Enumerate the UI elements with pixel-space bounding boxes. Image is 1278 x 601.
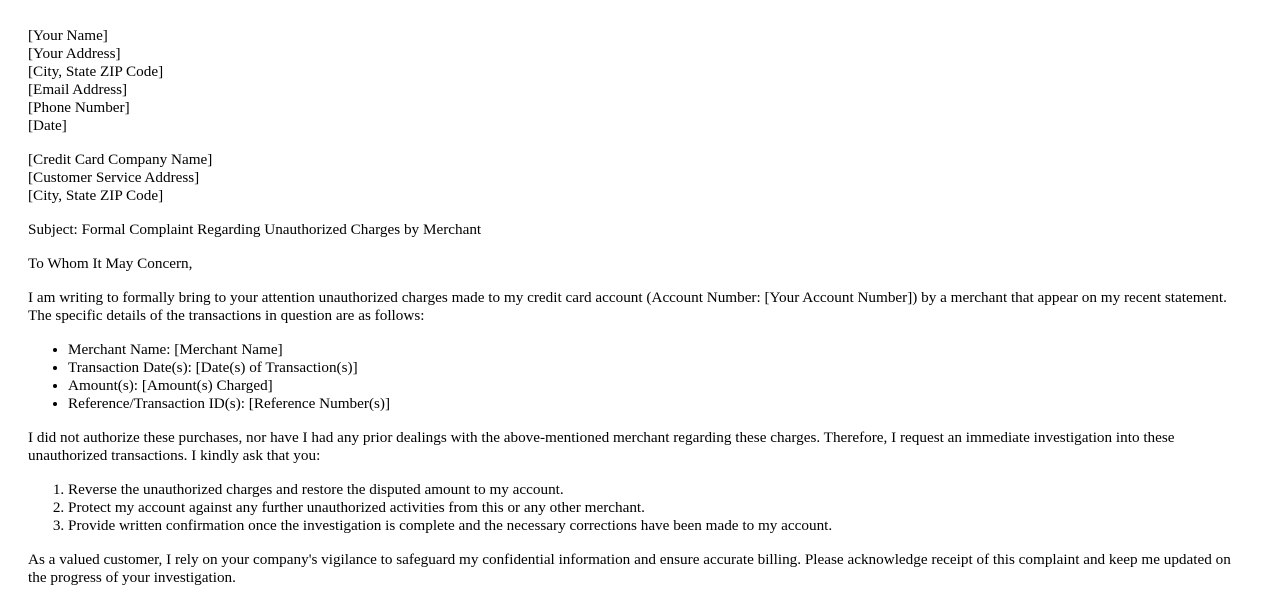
recipient-address: [Customer Service Address] — [28, 169, 200, 186]
list-item: 3. Provide written confirmation once the investigation is complete and the necessary corrections have been made to my account. — [68, 517, 1250, 535]
requests-list — [28, 481, 1250, 535]
sender-name: [Your Name] — [28, 27, 108, 44]
sender-phone: [Phone Number] — [28, 99, 130, 116]
list-item: 1. Reverse the unauthorized charges and restore the disputed amount to my account. — [68, 481, 1250, 499]
sender-address-block — [28, 27, 1250, 135]
closing-paragraph: As a valued customer, I rely on your company's vigilance to safeguard my confidential information and ensure accurate billing. Please acknowledge receipt of this complaint and keep me updated on the progress of your investigation. — [28, 551, 1231, 586]
recipient-company: [Credit Card Company Name] — [28, 151, 213, 168]
subject-line: Subject: Formal Complaint Regarding Unauthorized Charges by Merchant — [28, 221, 482, 238]
salutation: To Whom It May Concern, — [28, 255, 193, 272]
list-item: • Amount(s): [Amount(s) Charged] — [68, 377, 1250, 395]
sender-email: [Email Address] — [28, 81, 128, 98]
list-item: • Transaction Date(s): [Date(s) of Transaction(s)] — [68, 359, 1250, 377]
sender-address: [Your Address] — [28, 45, 121, 62]
list-item: • Reference/Transaction ID(s): [Reference Number(s)] — [68, 395, 1250, 413]
request-paragraph: I did not authorize these purchases, nor have I had any prior dealings with the above-mentioned merchant regarding these charges. Therefore, I request an immediate investigation into these unauthorized transactions. I kindly ask that you: — [28, 429, 1175, 464]
list-item: 2. Protect my account against any further unauthorized activities from this or any other merchant. — [68, 499, 1250, 517]
recipient-city-state-zip: [City, State ZIP Code] — [28, 187, 164, 204]
intro-paragraph: I am writing to formally bring to your attention unauthorized charges made to my credit card account (Account Number: [Your Account Number]) by a merchant that appear on my recent statement. The specific details of the transactions in question are as follows: — [28, 289, 1227, 324]
letter-date: [Date] — [28, 117, 67, 134]
transaction-details-list — [28, 341, 1250, 413]
list-item: • Merchant Name: [Merchant Name] — [68, 341, 1250, 359]
recipient-address-block — [28, 151, 1250, 205]
sender-city-state-zip: [City, State ZIP Code] — [28, 63, 164, 80]
